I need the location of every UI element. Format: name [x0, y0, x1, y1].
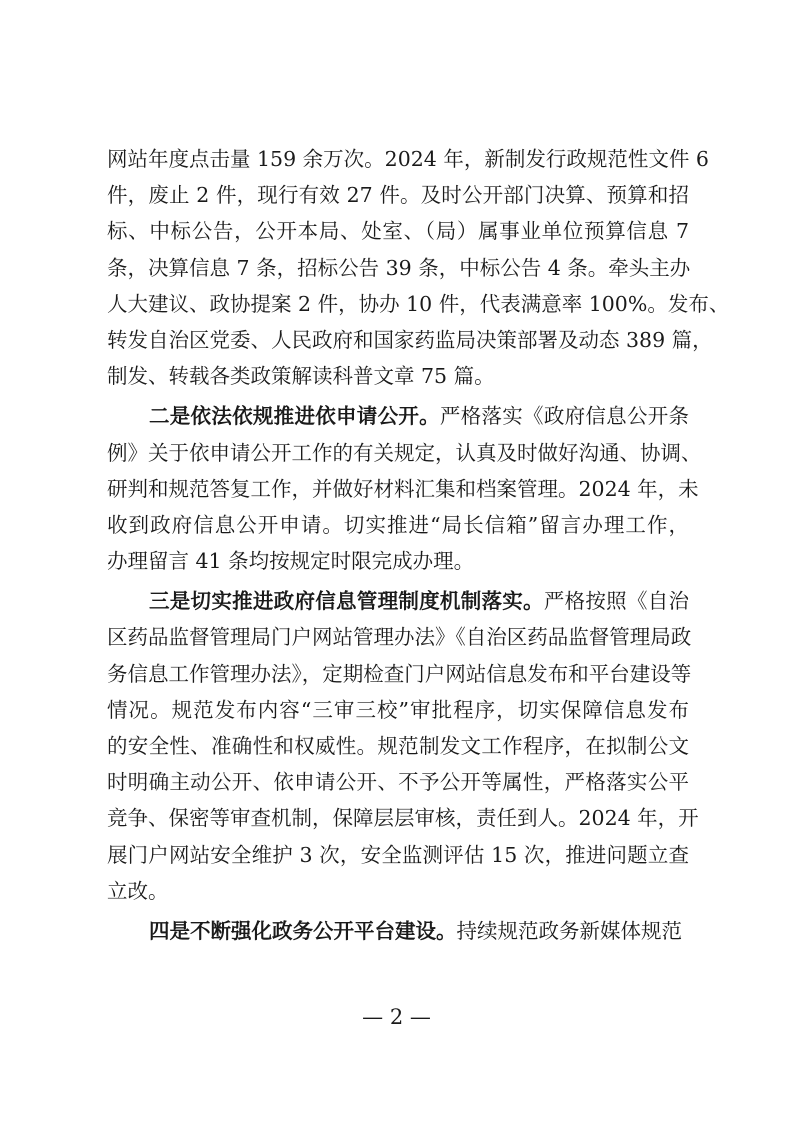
text-line: 办理留言 41 条均按规定时限完成办理。: [107, 549, 475, 574]
paragraph-heading: 三是切实推进政府信息管理制度机制落实。: [149, 589, 544, 614]
text-run: 持续规范政务新媒体规范: [456, 918, 682, 943]
text-line: [107, 583, 689, 619]
text-line: 转发自治区党委、人民政府和国家药监局决策部署及动态 389 篇，: [107, 327, 713, 352]
paragraph-heading: 二是依法依规推进依申请公开。: [149, 404, 440, 429]
text-line: 的安全性、准确性和权威性。规范制发文工作程序，在拟制公文: [107, 734, 689, 758]
text-line: 标、中标公告，公开本局、处室、（局）属事业单位预算信息 7: [107, 219, 689, 244]
text-line: 务信息工作管理办法》，定期检查门户网站信息发布和平台建设等: [107, 661, 692, 686]
paragraph-statistics: [107, 141, 730, 394]
text-line: 人大建议、政协提案 2 件，协办 10 件，代表满意率 100%。发布、: [107, 291, 730, 316]
text-line: 件，废止 2 件，现行有效 27 件。及时公开部门决算、预算和招: [107, 183, 689, 208]
text-line: 区药品监督管理局门户网站管理办法》《自治区药品监督管理局政: [107, 625, 692, 650]
text-line: 时明确主动公开、依申请公开、不予公开等属性，严格落实公平: [107, 770, 689, 795]
text-line: [107, 913, 689, 949]
text-run: 严格落实《政府信息公开条: [439, 404, 690, 429]
text-line: 网站年度点击量 159 余万次。2024 年，新制发行政规范性文件 6: [107, 147, 709, 171]
text-line: 制发、转载各类政策解读科普文章 75 篇。: [107, 364, 495, 389]
text-line: 竞争、保密等审查机制，保障层层审核，责任到人。2024 年，开: [107, 806, 699, 831]
text-line: 例》关于依申请公开工作的有关规定，认真及时做好沟通、协调、: [107, 440, 702, 465]
paragraph-management-system: [107, 583, 699, 909]
text-line: 条，决算信息 7 条，招标公告 39 条，中标公告 4 条。牵头主办: [107, 255, 691, 280]
text-line: 情况。规范发布内容“三审三校”审批程序，切实保障信息发布: [107, 697, 689, 722]
text-line: 收到政府信息公开申请。切实推进“局长信箱”留言办理工作，: [107, 512, 689, 537]
text-line: 展门户网站安全维护 3 次，安全监测评估 15 次，推进问题立查: [107, 842, 689, 867]
document-body: [107, 141, 730, 949]
paragraph-application-disclosure: [107, 398, 702, 579]
text-line: 研判和规范答复工作，并做好材料汇集和档案管理。2024 年，未: [107, 476, 699, 501]
paragraph-heading: 四是不断强化政务公开平台建设。: [149, 918, 457, 943]
paragraph-platform-building: [107, 913, 689, 949]
text-line: 立改。: [107, 878, 169, 903]
text-run: 严格按照《自治: [543, 589, 690, 614]
page-number: — 2 —: [362, 1005, 431, 1029]
text-line: [107, 398, 689, 434]
